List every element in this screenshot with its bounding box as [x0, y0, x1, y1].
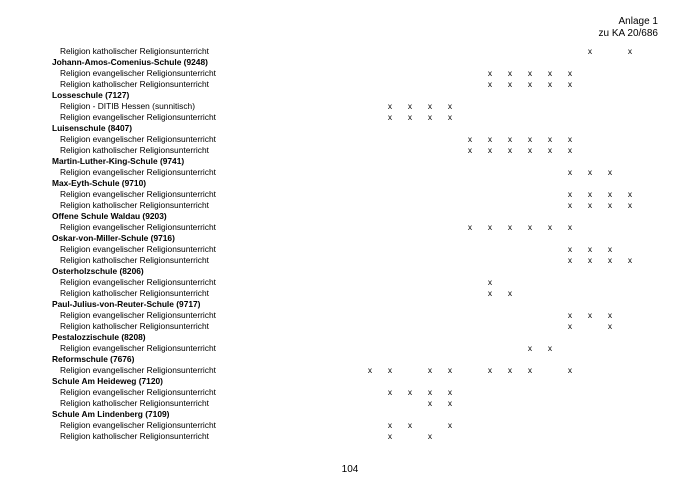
subject-row: [0, 343, 700, 354]
mark-col-11: x: [567, 365, 573, 375]
subject-label: Religion evangelischer Religionsunterricht: [60, 189, 216, 199]
mark-col-6: x: [467, 134, 473, 144]
school-name: Paul-Julius-von-Reuter-Schule (9717): [52, 299, 201, 309]
mark-col-4: x: [427, 431, 433, 441]
school-heading-row: [0, 354, 700, 365]
subject-row: [0, 222, 700, 233]
mark-col-11: x: [567, 167, 573, 177]
school-name: Pestalozzischule (8208): [52, 332, 146, 342]
subject-label: Religion evangelischer Religionsunterricht: [60, 387, 216, 397]
subject-row: [0, 68, 700, 79]
school-heading-row: [0, 409, 700, 420]
mark-col-9: x: [527, 365, 533, 375]
mark-col-2: x: [387, 101, 393, 111]
subject-row: [0, 310, 700, 321]
school-name: Schule Am Heideweg (7120): [52, 376, 163, 386]
school-heading-row: [0, 233, 700, 244]
mark-col-8: x: [507, 365, 513, 375]
mark-col-8: x: [507, 222, 513, 232]
mark-col-7: x: [487, 288, 493, 298]
mark-col-9: x: [527, 79, 533, 89]
school-heading-row: [0, 211, 700, 222]
subject-row: [0, 420, 700, 431]
page-number: 104: [341, 464, 359, 475]
subject-row: [0, 46, 700, 57]
mark-col-11: x: [567, 145, 573, 155]
mark-col-14: x: [627, 46, 633, 56]
mark-col-5: x: [447, 398, 453, 408]
mark-col-13: x: [607, 200, 613, 210]
mark-col-12: x: [587, 310, 593, 320]
school-name: Losseschule (7127): [52, 90, 130, 100]
mark-col-11: x: [567, 321, 573, 331]
mark-col-11: x: [567, 255, 573, 265]
subject-label: Religion katholischer Religionsunterricht: [60, 46, 209, 56]
subject-label: Religion katholischer Religionsunterricht: [60, 145, 209, 155]
subject-label: Religion katholischer Religionsunterricht: [60, 288, 209, 298]
school-heading-row: [0, 178, 700, 189]
mark-col-2: x: [387, 420, 393, 430]
mark-col-12: x: [587, 167, 593, 177]
subject-label: Religion evangelischer Religionsunterricht: [60, 343, 216, 353]
mark-col-12: x: [587, 189, 593, 199]
subject-row: [0, 321, 700, 332]
mark-col-14: x: [627, 189, 633, 199]
subject-label: Religion evangelischer Religionsunterricht: [60, 420, 216, 430]
subject-row: [0, 431, 700, 442]
mark-col-7: x: [487, 277, 493, 287]
mark-col-5: x: [447, 387, 453, 397]
mark-col-3: x: [407, 420, 413, 430]
subject-row: [0, 365, 700, 376]
mark-col-2: x: [387, 431, 393, 441]
mark-col-12: x: [587, 46, 593, 56]
school-heading-row: [0, 156, 700, 167]
mark-col-6: x: [467, 222, 473, 232]
mark-col-9: x: [527, 134, 533, 144]
mark-col-14: x: [627, 200, 633, 210]
school-heading-row: [0, 57, 700, 68]
mark-col-13: x: [607, 244, 613, 254]
mark-col-11: x: [567, 200, 573, 210]
mark-col-12: x: [587, 244, 593, 254]
subject-row: [0, 288, 700, 299]
mark-col-8: x: [507, 288, 513, 298]
mark-col-10: x: [547, 68, 553, 78]
school-name: Max-Eyth-Schule (9710): [52, 178, 147, 188]
mark-col-12: x: [587, 200, 593, 210]
mark-col-13: x: [607, 189, 613, 199]
document-header: [599, 16, 659, 40]
header-line-1: Anlage 1: [618, 16, 658, 27]
mark-col-3: x: [407, 101, 413, 111]
mark-col-9: x: [527, 343, 533, 353]
school-name: Oskar-von-Miller-Schule (9716): [52, 233, 175, 243]
mark-col-14: x: [627, 255, 633, 265]
mark-col-3: x: [407, 112, 413, 122]
subject-label: Religion katholischer Religionsunterricht: [60, 321, 209, 331]
mark-col-9: x: [527, 68, 533, 78]
mark-col-10: x: [547, 134, 553, 144]
school-name: Luisenschule (8407): [52, 123, 133, 133]
mark-col-11: x: [567, 79, 573, 89]
mark-col-5: x: [447, 365, 453, 375]
subject-row: [0, 277, 700, 288]
subject-row: [0, 167, 700, 178]
mark-col-13: x: [607, 321, 613, 331]
subject-row: [0, 200, 700, 211]
mark-col-4: x: [427, 101, 433, 111]
mark-col-1: x: [367, 365, 373, 375]
subject-label: Religion katholischer Religionsunterricht: [60, 431, 209, 441]
mark-col-10: x: [547, 222, 553, 232]
mark-col-9: x: [527, 222, 533, 232]
school-name: Johann-Amos-Comenius-Schule (9248): [52, 57, 208, 67]
mark-col-9: x: [527, 145, 533, 155]
mark-col-2: x: [387, 387, 393, 397]
subject-row: [0, 112, 700, 123]
mark-col-7: x: [487, 68, 493, 78]
mark-col-11: x: [567, 244, 573, 254]
subject-row: [0, 145, 700, 156]
school-heading-row: [0, 299, 700, 310]
mark-col-4: x: [427, 365, 433, 375]
subject-row: [0, 398, 700, 409]
mark-col-7: x: [487, 365, 493, 375]
mark-col-8: x: [507, 68, 513, 78]
school-heading-row: [0, 90, 700, 101]
mark-col-8: x: [507, 134, 513, 144]
mark-col-10: x: [547, 79, 553, 89]
mark-col-4: x: [427, 398, 433, 408]
mark-col-10: x: [547, 145, 553, 155]
subject-label: Religion evangelischer Religionsunterricht: [60, 277, 216, 287]
subject-label: Religion evangelischer Religionsunterricht: [60, 244, 216, 254]
mark-col-13: x: [607, 255, 613, 265]
school-heading-row: [0, 123, 700, 134]
subject-label: Religion katholischer Religionsunterricht: [60, 79, 209, 89]
mark-col-2: x: [387, 365, 393, 375]
mark-col-10: x: [547, 343, 553, 353]
subject-label: Religion katholischer Religionsunterricht: [60, 255, 209, 265]
mark-col-7: x: [487, 134, 493, 144]
mark-col-4: x: [427, 112, 433, 122]
school-heading-row: [0, 376, 700, 387]
subject-label: Religion evangelischer Religionsunterricht: [60, 310, 216, 320]
subject-row: [0, 387, 700, 398]
subject-row: [0, 244, 700, 255]
mark-col-11: x: [567, 68, 573, 78]
mark-col-13: x: [607, 310, 613, 320]
school-name: Reformschule (7676): [52, 354, 135, 364]
subject-row: [0, 255, 700, 266]
mark-col-7: x: [487, 79, 493, 89]
subject-row: [0, 134, 700, 145]
subject-label: Religion evangelischer Religionsunterricht: [60, 112, 216, 122]
mark-col-8: x: [507, 145, 513, 155]
mark-col-2: x: [387, 112, 393, 122]
mark-col-4: x: [427, 387, 433, 397]
mark-col-11: x: [567, 134, 573, 144]
mark-col-12: x: [587, 255, 593, 265]
mark-col-5: x: [447, 101, 453, 111]
subject-label: Religion evangelischer Religionsunterricht: [60, 365, 216, 375]
subject-label: Religion evangelischer Religionsunterricht: [60, 68, 216, 78]
mark-col-8: x: [507, 79, 513, 89]
mark-col-11: x: [567, 310, 573, 320]
mark-col-5: x: [447, 112, 453, 122]
school-subject-table: [0, 46, 700, 442]
subject-row: [0, 101, 700, 112]
subject-row: [0, 79, 700, 90]
subject-label: Religion evangelischer Religionsunterricht: [60, 222, 216, 232]
school-name: Martin-Luther-King-Schule (9741): [52, 156, 185, 166]
mark-col-7: x: [487, 222, 493, 232]
subject-label: Religion evangelischer Religionsunterricht: [60, 167, 216, 177]
school-heading-row: [0, 332, 700, 343]
subject-label: Religion - DITIB Hessen (sunnitisch): [60, 101, 195, 111]
mark-col-11: x: [567, 222, 573, 232]
mark-col-13: x: [607, 167, 613, 177]
header-line-2: zu KA 20/686: [598, 28, 658, 39]
mark-col-5: x: [447, 420, 453, 430]
subject-label: Religion katholischer Religionsunterricht: [60, 398, 209, 408]
mark-col-11: x: [567, 189, 573, 199]
mark-col-6: x: [467, 145, 473, 155]
school-heading-row: [0, 266, 700, 277]
school-name: Offene Schule Waldau (9203): [52, 211, 167, 221]
mark-col-3: x: [407, 387, 413, 397]
school-name: Osterholzschule (8206): [52, 266, 144, 276]
subject-label: Religion katholischer Religionsunterricht: [60, 200, 209, 210]
subject-label: Religion evangelischer Religionsunterricht: [60, 134, 216, 144]
subject-row: [0, 189, 700, 200]
school-name: Schule Am Lindenberg (7109): [52, 409, 170, 419]
mark-col-7: x: [487, 145, 493, 155]
